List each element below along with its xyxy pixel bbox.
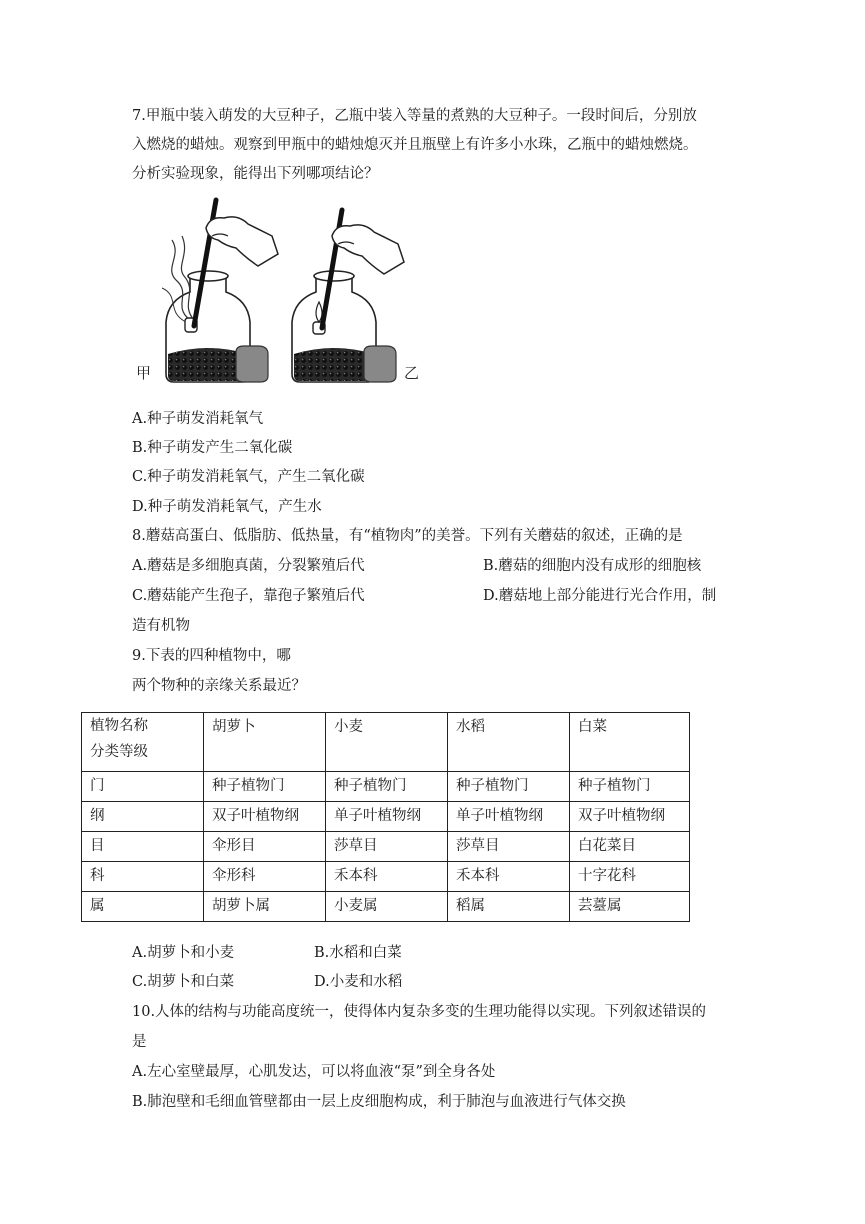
table-cell: 单子叶植物纲 [448, 802, 570, 832]
table-cell: 种子植物门 [326, 772, 448, 802]
q7-option-c: C.种子萌发消耗氧气，产生二氧化碳 [132, 469, 365, 485]
column-header: 白菜 [570, 713, 690, 772]
classification-table [81, 712, 690, 922]
table-cell: 种子植物门 [204, 772, 326, 802]
q8-option-a: A.蘑菇是多细胞真菌，分裂繁殖后代 [132, 558, 365, 574]
q7-stem-line-1: 7.甲瓶中装入萌发的大豆种子，乙瓶中装入等量的煮熟的大豆种子。一段时间后，分别放 [132, 108, 697, 124]
table-cell: 伞形科 [204, 862, 326, 892]
q9-option-d: D.小麦和水稻 [314, 974, 403, 990]
q9-option-a: A.胡萝卜和小麦 [132, 945, 235, 961]
table-cell: 种子植物门 [570, 772, 690, 802]
hand-left [206, 217, 278, 266]
rank-cell: 门 [82, 772, 204, 802]
table-cell: 莎草目 [448, 832, 570, 862]
q8-stem: 8.蘑菇高蛋白、低脂肪、低热量，有“植物肉”的美誉。下列有关蘑菇的叙述，正确的是 [132, 528, 683, 544]
table-cell: 胡萝卜属 [204, 892, 326, 922]
table-row [82, 862, 690, 892]
table-row [82, 772, 690, 802]
hand-right [332, 225, 404, 274]
table-cell: 莎草目 [326, 832, 448, 862]
q8-option-b: B.蘑菇的细胞内没有成形的细胞核 [483, 558, 702, 574]
q9-stem-line-2: 两个物种的亲缘关系最近？ [132, 678, 306, 694]
q10-stem-line-2: 是 [132, 1034, 147, 1050]
q9-option-b: B.水稻和白菜 [314, 945, 402, 961]
table-header-row [82, 713, 690, 772]
stopper-left [236, 346, 268, 382]
table-cell: 小麦属 [326, 892, 448, 922]
stopper-right [364, 346, 396, 382]
q10-option-a: A.左心室壁最厚，心肌发达，可以将血液“泵”到全身各处 [132, 1064, 496, 1080]
table-cell: 白花菜目 [570, 832, 690, 862]
table-cell: 禾本科 [448, 862, 570, 892]
q7-option-d: D.种子萌发消耗氧气，产生水 [132, 499, 322, 515]
header-rank: 分类等级 [90, 744, 148, 760]
label-jar-right: 乙 [404, 364, 420, 382]
q9-stem-line-1: 9.下表的四种植物中，哪 [132, 648, 291, 664]
q10-option-b: B.肺泡壁和毛细血管壁都由一层上皮细胞构成，利于肺泡与血液进行气体交换 [132, 1094, 626, 1110]
rank-cell: 科 [82, 862, 204, 892]
q10-stem-line-1: 10.人体的结构与功能高度统一，使得体内复杂多变的生理功能得以实现。下列叙述错误的 [132, 1004, 707, 1020]
table-row [82, 832, 690, 862]
column-header: 小麦 [326, 713, 448, 772]
rank-cell: 属 [82, 892, 204, 922]
q9-option-c: C.胡萝卜和白菜 [132, 974, 235, 990]
table-row [82, 802, 690, 832]
q8-option-d-line-1: D.蘑菇地上部分能进行光合作用，制 [483, 588, 717, 604]
table-cell: 伞形目 [204, 832, 326, 862]
q7-experiment-figure [132, 196, 432, 396]
q7-stem-line-3: 分析实验现象，能得出下列哪项结论？ [132, 166, 379, 182]
table-corner-cell [82, 713, 204, 772]
table-cell: 单子叶植物纲 [326, 802, 448, 832]
table-cell: 稻属 [448, 892, 570, 922]
table-cell: 双子叶植物纲 [570, 802, 690, 832]
rank-cell: 纲 [82, 802, 204, 832]
label-jar-left: 甲 [136, 364, 152, 382]
rank-cell: 目 [82, 832, 204, 862]
q7-option-a: A.种子萌发消耗氧气 [132, 411, 264, 427]
table-cell: 十字花科 [570, 862, 690, 892]
table-cell: 双子叶植物纲 [204, 802, 326, 832]
q8-option-d-line-2: 造有机物 [132, 618, 190, 634]
q7-option-b: B.种子萌发产生二氧化碳 [132, 440, 293, 456]
table-row [82, 892, 690, 922]
table-cell: 禾本科 [326, 862, 448, 892]
table-cell: 芸薹属 [570, 892, 690, 922]
column-header: 水稻 [448, 713, 570, 772]
table-cell: 种子植物门 [448, 772, 570, 802]
q8-option-c: C.蘑菇能产生孢子，靠孢子繁殖后代 [132, 588, 365, 604]
q7-stem-line-2: 入燃烧的蜡烛。观察到甲瓶中的蜡烛熄灭并且瓶壁上有许多小水珠，乙瓶中的蜡烛燃烧。 [132, 137, 698, 153]
header-plant-name: 植物名称 [90, 718, 148, 734]
column-header: 胡萝卜 [204, 713, 326, 772]
